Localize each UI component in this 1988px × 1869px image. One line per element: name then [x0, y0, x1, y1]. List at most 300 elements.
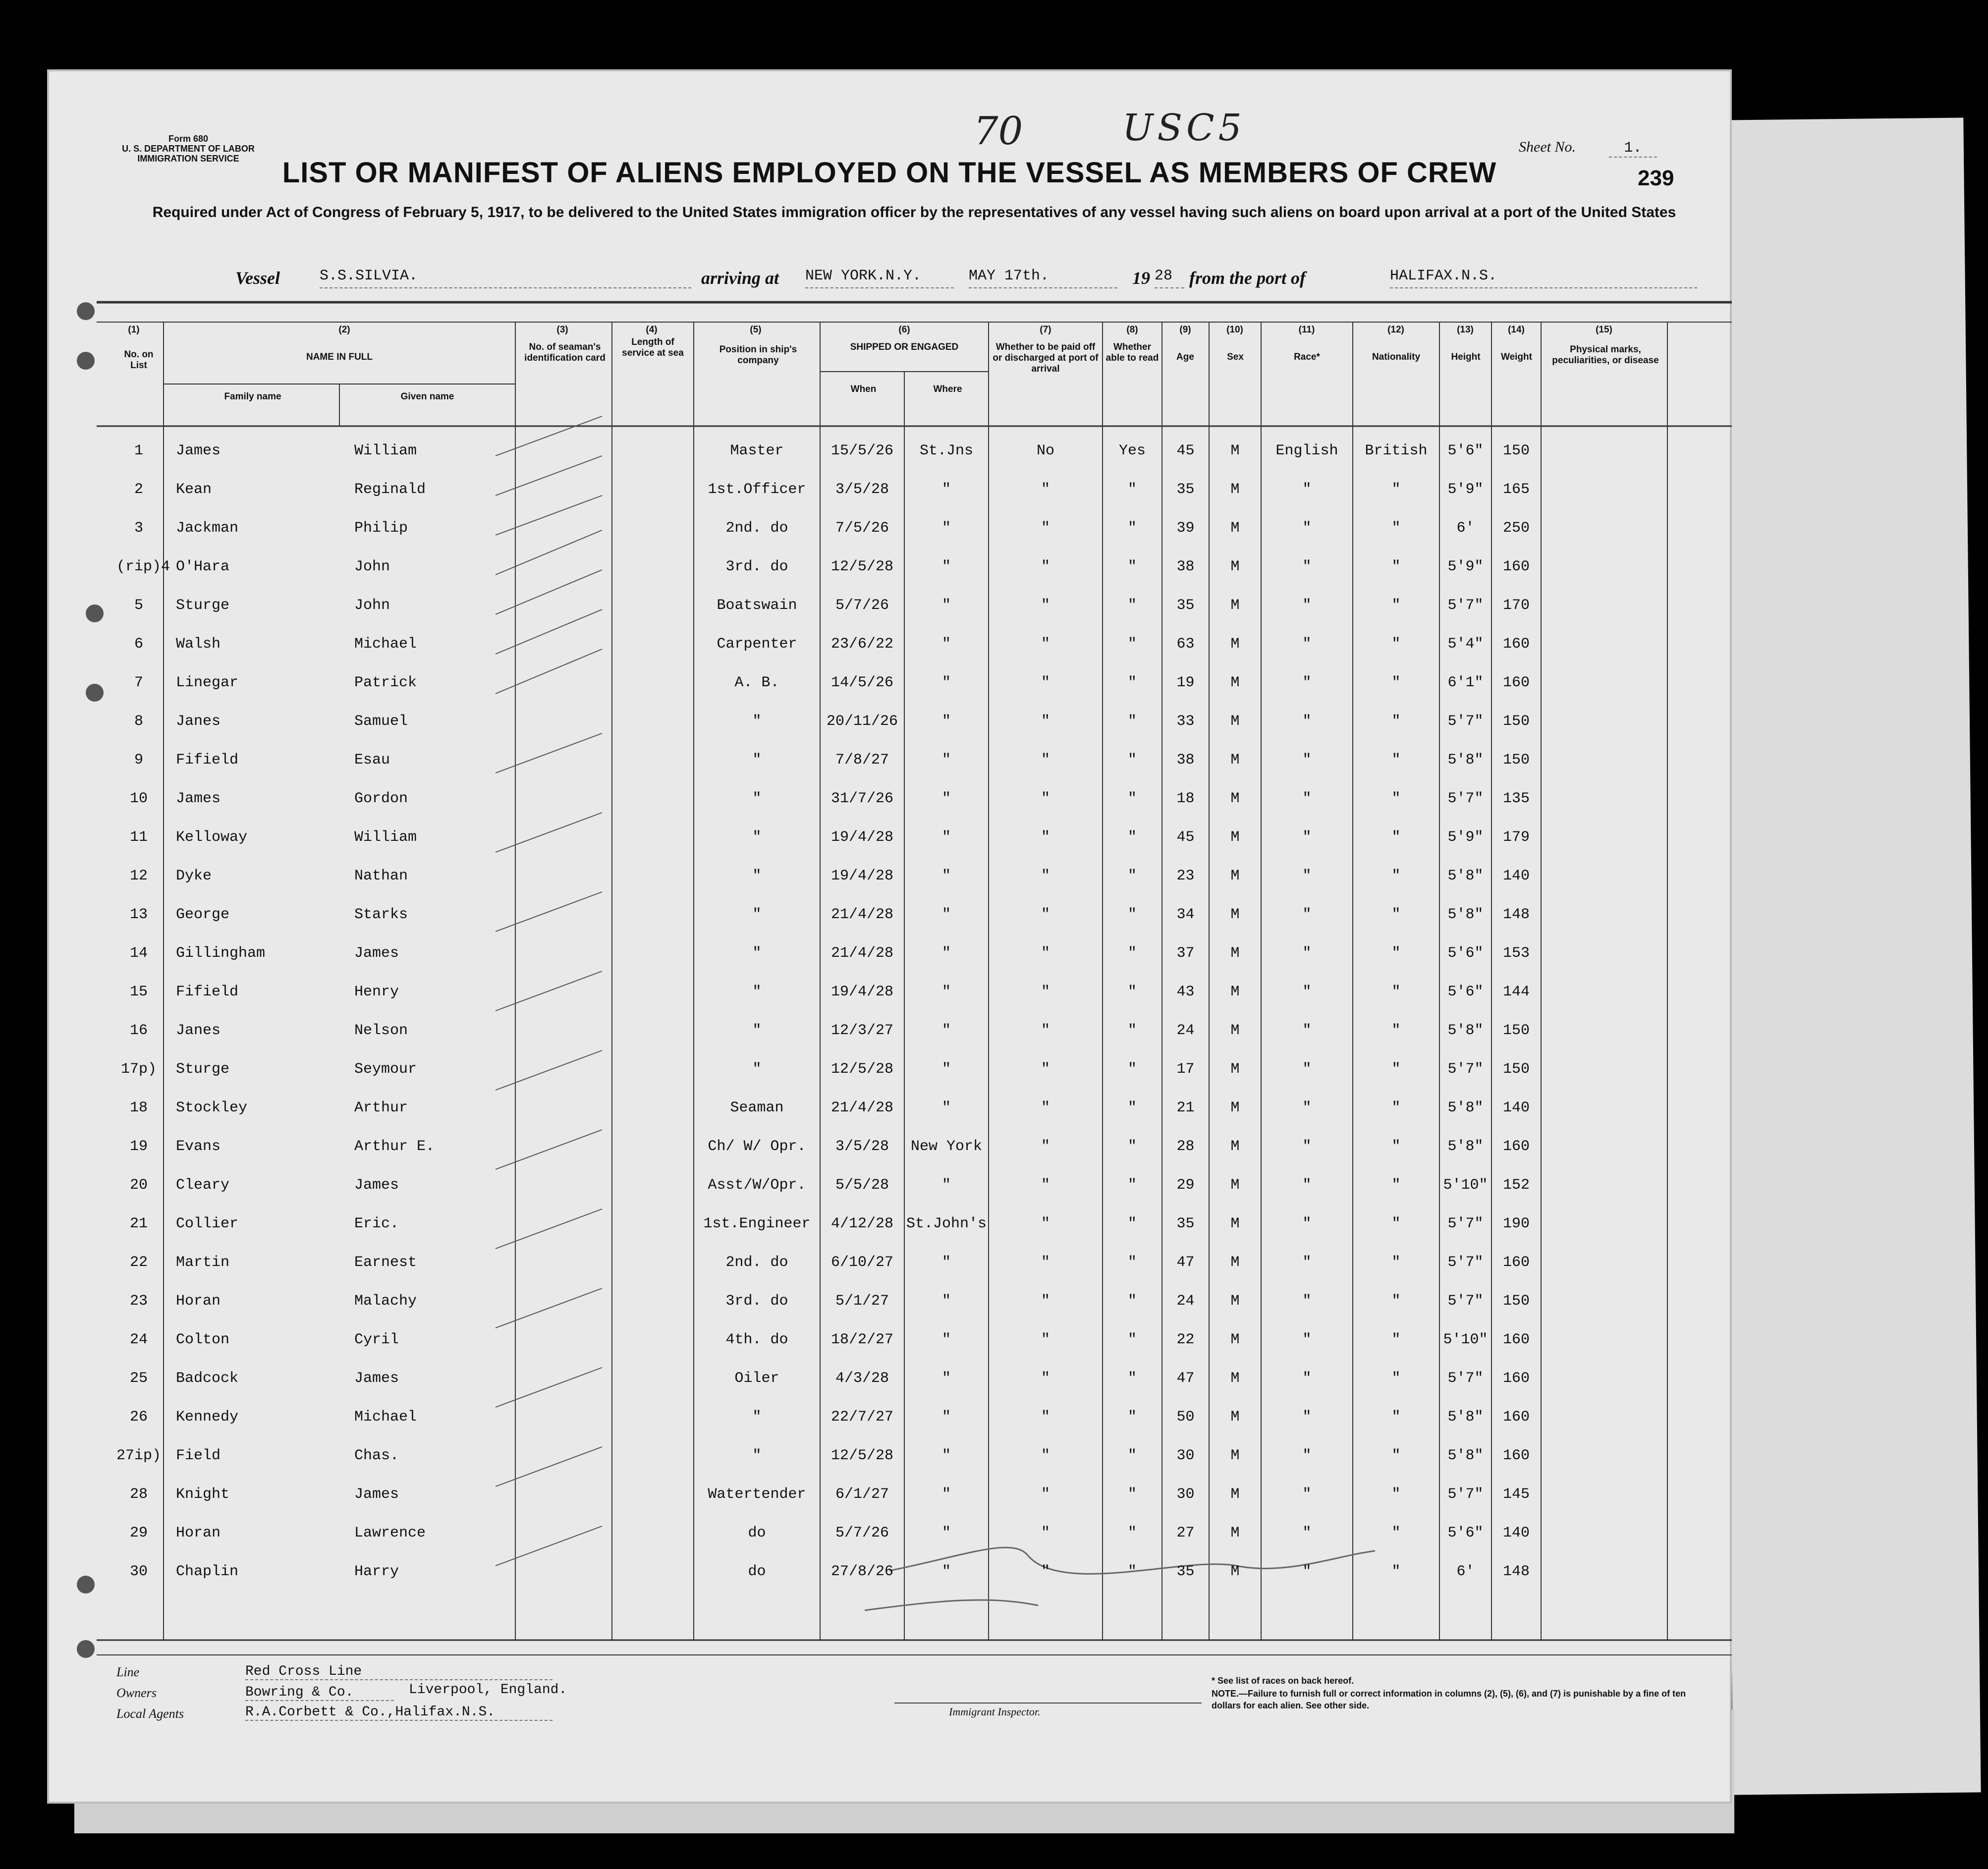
cell-paid-off: ": [1041, 984, 1050, 1000]
cell-weight: 148: [1502, 1563, 1530, 1580]
cell-height: 5'7": [1447, 1370, 1484, 1387]
cell-sex: M: [1230, 1563, 1240, 1580]
cell-when: 20/11/26: [826, 713, 898, 730]
form-service: IMMIGRATION SERVICE: [137, 154, 239, 164]
cell-age: 47: [1176, 1254, 1195, 1271]
cell-height: 5'6": [1447, 442, 1484, 459]
cell-position: Boatswain: [717, 597, 797, 614]
cell-no: 28: [129, 1486, 148, 1503]
cell-height: 6': [1456, 520, 1475, 537]
cell-height: 5'8": [1447, 1409, 1484, 1426]
cell-no: 24: [129, 1331, 148, 1348]
footer-owners-label: Owners: [116, 1686, 157, 1700]
cell-when: 19/4/28: [830, 868, 894, 884]
cell-age: 45: [1176, 442, 1195, 459]
cell-weight: 160: [1502, 1331, 1530, 1348]
cell-able-read: ": [1127, 1331, 1137, 1348]
cell-sex: M: [1230, 790, 1240, 807]
cell-no: 30: [129, 1563, 148, 1580]
table-row: [47, 1438, 1732, 1477]
cell-family-name: Field: [176, 1447, 221, 1464]
cell-nationality: ": [1391, 674, 1401, 691]
cell-where: ": [941, 1486, 951, 1503]
cell-height: 5'6": [1447, 984, 1484, 1000]
cell-family-name: Kelloway: [176, 829, 248, 846]
cell-when: 21/4/28: [830, 1099, 894, 1116]
cell-age: 35: [1176, 1563, 1195, 1580]
cell-race: ": [1302, 1061, 1312, 1078]
cell-height: 5'8": [1447, 868, 1484, 884]
cell-no: 7: [134, 674, 143, 691]
cell-height: 5'6": [1447, 1525, 1484, 1541]
cell-weight: 160: [1502, 1447, 1530, 1464]
cell-position: Master: [730, 442, 784, 459]
cell-sex: M: [1230, 597, 1240, 614]
table-row: [47, 897, 1732, 935]
cell-family-name: Walsh: [176, 636, 221, 653]
cell-nationality: ": [1391, 984, 1401, 1000]
cell-family-name: Chaplin: [176, 1563, 239, 1580]
cell-when: 15/5/26: [830, 442, 894, 459]
cell-position: ": [752, 906, 762, 923]
cell-position: Ch/ W/ Opr.: [708, 1138, 806, 1155]
cell-race: ": [1302, 558, 1312, 575]
cell-given-name: William: [354, 829, 417, 846]
cell-position: ": [752, 945, 762, 962]
cell-given-name: Harry: [354, 1563, 399, 1580]
cell-when: 12/5/28: [830, 1061, 894, 1078]
cell-paid-off: ": [1041, 1370, 1050, 1387]
table-row: [47, 665, 1732, 704]
cell-given-name: James: [354, 1370, 399, 1387]
cell-height: 5'7": [1447, 790, 1484, 807]
cell-race: ": [1302, 1486, 1312, 1503]
handwritten-note-70: 70: [974, 109, 1023, 154]
cell-nationality: ": [1391, 1409, 1401, 1426]
table-row: [47, 975, 1732, 1013]
cell-paid-off: ": [1041, 1099, 1050, 1116]
cell-race: ": [1302, 1563, 1312, 1580]
cell-where: ": [941, 1293, 951, 1310]
cell-when: 7/8/27: [835, 752, 889, 769]
cell-nationality: ": [1391, 1370, 1401, 1387]
cell-nationality: ": [1391, 1447, 1401, 1464]
cell-nationality: ": [1391, 520, 1401, 537]
cell-nationality: ": [1391, 713, 1401, 730]
cell-no: 26: [129, 1409, 148, 1426]
cell-race: ": [1302, 945, 1312, 962]
cell-family-name: Knight: [176, 1486, 230, 1503]
cell-no: 22: [129, 1254, 148, 1271]
table-row: [47, 627, 1732, 665]
cell-no: 14: [129, 945, 148, 962]
cell-age: 38: [1176, 558, 1195, 575]
cell-position: Watertender: [708, 1486, 806, 1503]
table-row: [47, 1322, 1732, 1361]
cell-weight: 150: [1502, 1022, 1530, 1039]
cell-position: Carpenter: [717, 636, 797, 653]
cell-paid-off: ": [1041, 1215, 1050, 1232]
cell-nationality: ": [1391, 1061, 1401, 1078]
cell-height: 5'7": [1447, 1486, 1484, 1503]
cell-age: 24: [1176, 1022, 1195, 1039]
cell-sex: M: [1230, 558, 1240, 575]
cell-height: 5'10": [1443, 1331, 1488, 1348]
cell-race: ": [1302, 1022, 1312, 1039]
cell-able-read: ": [1127, 1061, 1137, 1078]
cell-weight: 145: [1502, 1486, 1530, 1503]
cell-no: 29: [129, 1525, 148, 1541]
col-num-13: (13): [1457, 325, 1474, 335]
cell-sex: M: [1230, 1331, 1240, 1348]
col-num-2: (2): [338, 325, 350, 335]
cell-given-name: Henry: [354, 984, 399, 1000]
cell-position: 2nd. do: [725, 1254, 788, 1271]
cell-weight: 160: [1502, 636, 1530, 653]
cell-paid-off: ": [1041, 1525, 1050, 1541]
cell-position: Oiler: [734, 1370, 779, 1387]
cell-paid-off: ": [1041, 945, 1050, 962]
cell-paid-off: ": [1041, 674, 1050, 691]
cell-age: 34: [1176, 906, 1195, 923]
cell-race: ": [1302, 1409, 1312, 1426]
col-num-10: (10): [1226, 325, 1243, 335]
cell-able-read: ": [1127, 1254, 1137, 1271]
footer-races-note: * See list of races on back hereof.: [1212, 1676, 1354, 1686]
cell-where: ": [941, 636, 951, 653]
cell-when: 19/4/28: [830, 829, 894, 846]
cell-weight: 150: [1502, 442, 1530, 459]
cell-sex: M: [1230, 1177, 1240, 1194]
header-age: Age: [1176, 352, 1194, 362]
cell-weight: 150: [1502, 713, 1530, 730]
cell-given-name: James: [354, 1177, 399, 1194]
table-row: [47, 588, 1732, 626]
cell-weight: 150: [1502, 752, 1530, 769]
cell-paid-off: ": [1041, 1254, 1050, 1271]
cell-sex: M: [1230, 1370, 1240, 1387]
cell-where: ": [941, 713, 951, 730]
cell-paid-off: ": [1041, 1331, 1050, 1348]
cell-height: 5'10": [1443, 1177, 1488, 1194]
cell-able-read: ": [1127, 1525, 1137, 1541]
cell-where: ": [941, 1563, 951, 1580]
cell-given-name: William: [354, 442, 417, 459]
cell-weight: 153: [1502, 945, 1530, 962]
cell-age: 29: [1176, 1177, 1195, 1194]
cell-family-name: Collier: [176, 1215, 239, 1232]
cell-given-name: Nathan: [354, 868, 408, 884]
cell-age: 39: [1176, 520, 1195, 537]
cell-when: 22/7/27: [830, 1409, 894, 1426]
cell-nationality: ": [1391, 597, 1401, 614]
inspector-signature-line: [894, 1703, 1202, 1704]
cell-position: ": [752, 713, 762, 730]
header-length-service: Length of service at sea: [622, 337, 684, 358]
document-subtitle: Required under Act of Congress of February 5, 1917, to be delivered to the United States immigration officer by the representatives of any vessel having such aliens on board upon arrival at a port of the United States: [152, 204, 1676, 220]
cell-height: 5'7": [1447, 1293, 1484, 1310]
cell-family-name: Jackman: [176, 520, 239, 537]
header-race: Race*: [1294, 352, 1320, 362]
cell-given-name: Patrick: [354, 674, 417, 691]
cell-paid-off: ": [1041, 713, 1050, 730]
cell-weight: 160: [1502, 1409, 1530, 1426]
cell-when: 5/1/27: [835, 1293, 889, 1310]
footer-line-value: Red Cross Line: [245, 1664, 552, 1680]
cell-family-name: Martin: [176, 1254, 230, 1271]
cell-able-read: ": [1127, 752, 1137, 769]
cell-when: 21/4/28: [830, 906, 894, 923]
cell-no: 2: [134, 481, 143, 498]
cell-weight: 160: [1502, 1138, 1530, 1155]
cell-given-name: Michael: [354, 636, 417, 653]
cell-nationality: ": [1391, 1331, 1401, 1348]
cell-no: 1: [134, 442, 143, 459]
cell-family-name: Stockley: [176, 1099, 248, 1116]
cell-sex: M: [1230, 1447, 1240, 1464]
cell-position: ": [752, 752, 762, 769]
col-num-9: (9): [1179, 325, 1191, 335]
cell-race: ": [1302, 1370, 1312, 1387]
col-num-7: (7): [1040, 325, 1051, 335]
cell-position: do: [748, 1525, 766, 1541]
cell-sex: M: [1230, 442, 1240, 459]
cell-position: 2nd. do: [725, 520, 788, 537]
cell-family-name: George: [176, 906, 230, 923]
cell-when: 4/3/28: [835, 1370, 889, 1387]
cell-able-read: ": [1127, 558, 1137, 575]
cell-able-read: ": [1127, 1409, 1137, 1426]
cell-race: ": [1302, 1099, 1312, 1116]
cell-race: ": [1302, 1447, 1312, 1464]
cell-where: ": [941, 1370, 951, 1387]
cell-position: ": [752, 1022, 762, 1039]
cell-able-read: ": [1127, 829, 1137, 846]
cell-family-name: Dyke: [176, 868, 212, 884]
cell-age: 21: [1176, 1099, 1195, 1116]
cell-paid-off: ": [1041, 1138, 1050, 1155]
cell-family-name: Janes: [176, 713, 221, 730]
cell-when: 12/5/28: [830, 558, 894, 575]
cell-height: 5'8": [1447, 1022, 1484, 1039]
cell-weight: 144: [1502, 984, 1530, 1000]
table-row: [47, 781, 1732, 820]
cell-no: 9: [134, 752, 143, 769]
year-suffix: 28: [1155, 268, 1184, 288]
cell-able-read: ": [1127, 1293, 1137, 1310]
cell-sex: M: [1230, 1138, 1240, 1155]
cell-age: 47: [1176, 1370, 1195, 1387]
cell-able-read: ": [1127, 674, 1137, 691]
cell-sex: M: [1230, 752, 1240, 769]
cell-able-read: ": [1127, 1177, 1137, 1194]
cell-given-name: John: [354, 597, 390, 614]
cell-sex: M: [1230, 1215, 1240, 1232]
cell-height: 5'9": [1447, 558, 1484, 575]
cell-age: 24: [1176, 1293, 1195, 1310]
cell-weight: 160: [1502, 674, 1530, 691]
cell-no: 20: [129, 1177, 148, 1194]
cell-where: ": [941, 984, 951, 1000]
arriving-label: arriving at: [701, 268, 779, 288]
cell-race: ": [1302, 1293, 1312, 1310]
cell-nationality: ": [1391, 1022, 1401, 1039]
table-row: [47, 1245, 1732, 1283]
cell-no: 5: [134, 597, 143, 614]
cell-race: ": [1302, 790, 1312, 807]
cell-nationality: ": [1391, 829, 1401, 846]
table-row: [47, 859, 1732, 897]
cell-race: ": [1302, 1138, 1312, 1155]
cell-height: 5'7": [1447, 1254, 1484, 1271]
cell-where: St.John's: [906, 1215, 987, 1232]
cell-age: 17: [1176, 1061, 1195, 1078]
cell-weight: 150: [1502, 1061, 1530, 1078]
cell-able-read: ": [1127, 1563, 1137, 1580]
header-physical-marks: Physical marks, peculiarities, or disease: [1552, 344, 1659, 366]
col-num-6: (6): [898, 325, 910, 335]
cell-race: ": [1302, 636, 1312, 653]
cell-when: 27/8/26: [830, 1563, 894, 1580]
cell-given-name: Michael: [354, 1409, 417, 1426]
cell-no: 19: [129, 1138, 148, 1155]
header-position: Position in ship's company: [719, 344, 797, 366]
header-when: When: [850, 384, 877, 394]
cell-able-read: ": [1127, 520, 1137, 537]
cell-position: ": [752, 1447, 762, 1464]
cell-height: 5'4": [1447, 636, 1484, 653]
form-department: U. S. DEPARTMENT OF LABOR: [122, 144, 255, 154]
cell-position: ": [752, 790, 762, 807]
cell-given-name: Esau: [354, 752, 390, 769]
cell-height: 5'7": [1447, 1215, 1484, 1232]
cell-height: 5'6": [1447, 945, 1484, 962]
cell-sex: M: [1230, 1409, 1240, 1426]
cell-given-name: Lawrence: [354, 1525, 426, 1541]
table-row: [47, 1013, 1732, 1051]
cell-no: 6: [134, 636, 143, 653]
cell-when: 14/5/26: [830, 674, 894, 691]
cell-given-name: Samuel: [354, 713, 408, 730]
cell-family-name: Sturge: [176, 597, 230, 614]
col-num-15: (15): [1596, 325, 1612, 335]
cell-able-read: ": [1127, 1099, 1137, 1116]
cell-paid-off: ": [1041, 868, 1050, 884]
cell-able-read: ": [1127, 1138, 1137, 1155]
col-num-11: (11): [1298, 325, 1315, 335]
footer-owners-value: Bowring & Co.: [245, 1685, 394, 1701]
cell-when: 31/7/26: [830, 790, 894, 807]
cell-no: 25: [129, 1370, 148, 1387]
cell-race: ": [1302, 906, 1312, 923]
cell-height: 5'8": [1447, 752, 1484, 769]
cell-able-read: ": [1127, 481, 1137, 498]
col-num-4: (4): [646, 325, 658, 335]
cell-given-name: James: [354, 1486, 399, 1503]
cell-where: ": [941, 1177, 951, 1194]
cell-given-name: Chas.: [354, 1447, 399, 1464]
vessel-label: Vessel: [235, 268, 280, 288]
cell-where: ": [941, 829, 951, 846]
cell-paid-off: ": [1041, 1293, 1050, 1310]
cell-family-name: Evans: [176, 1138, 221, 1155]
cell-nationality: ": [1391, 1486, 1401, 1503]
table-row: [47, 1554, 1732, 1593]
table-row: [47, 1129, 1732, 1167]
cell-age: 45: [1176, 829, 1195, 846]
form-number: Form 680: [168, 134, 209, 144]
footer-line-label: Line: [116, 1665, 140, 1679]
header-seaman-id: No. of seaman's identification card: [524, 342, 606, 363]
cell-given-name: John: [354, 558, 390, 575]
cell-family-name: Janes: [176, 1022, 221, 1039]
cell-where: ": [941, 1061, 951, 1078]
cell-height: 5'7": [1447, 1061, 1484, 1078]
cell-position: 1st.Officer: [708, 481, 806, 498]
cell-family-name: Kean: [176, 481, 212, 498]
cell-age: 22: [1176, 1331, 1195, 1348]
cell-race: ": [1302, 520, 1312, 537]
cell-sex: M: [1230, 636, 1240, 653]
cell-paid-off: ": [1041, 1409, 1050, 1426]
table-row: [47, 820, 1732, 858]
cell-when: 4/12/28: [830, 1215, 894, 1232]
document-title: LIST OR MANIFEST OF ALIENS EMPLOYED ON THE VESSEL AS MEMBERS OF CREW: [282, 157, 1497, 189]
cell-race: ": [1302, 868, 1312, 884]
table-row: [47, 472, 1732, 510]
cell-age: 30: [1176, 1447, 1195, 1464]
cell-nationality: ": [1391, 790, 1401, 807]
cell-height: 6'1": [1447, 674, 1484, 691]
cell-when: 5/7/26: [835, 1525, 889, 1541]
cell-race: ": [1302, 481, 1312, 498]
sheet-number-label: Sheet No.: [1519, 139, 1576, 155]
table-row: [47, 550, 1732, 588]
cell-given-name: Malachy: [354, 1293, 417, 1310]
cell-age: 50: [1176, 1409, 1195, 1426]
cell-nationality: ": [1391, 1525, 1401, 1541]
cell-paid-off: ": [1041, 1563, 1050, 1580]
cell-nationality: ": [1391, 1563, 1401, 1580]
cell-able-read: ": [1127, 906, 1137, 923]
cell-race: ": [1302, 597, 1312, 614]
col-num-8: (8): [1126, 325, 1138, 335]
cell-where: ": [941, 790, 951, 807]
cell-able-read: ": [1127, 1486, 1137, 1503]
cell-family-name: Sturge: [176, 1061, 230, 1078]
cell-paid-off: ": [1041, 1022, 1050, 1039]
header-family-name: Family name: [224, 391, 281, 402]
cell-when: 12/3/27: [830, 1022, 894, 1039]
cell-weight: 160: [1502, 1254, 1530, 1271]
header-able-read: Whether able to read: [1105, 342, 1159, 363]
cell-where: ": [941, 752, 951, 769]
cell-age: 38: [1176, 752, 1195, 769]
cell-when: 19/4/28: [830, 984, 894, 1000]
cell-family-name: Gillingham: [176, 945, 266, 962]
cell-when: 3/5/28: [835, 1138, 889, 1155]
cell-given-name: Arthur: [354, 1099, 408, 1116]
cell-nationality: ": [1391, 752, 1401, 769]
cell-paid-off: ": [1041, 790, 1050, 807]
cell-family-name: Fifield: [176, 984, 239, 1000]
cell-given-name: Reginald: [354, 481, 426, 498]
cell-sex: M: [1230, 906, 1240, 923]
col-num-12: (12): [1387, 325, 1404, 335]
cell-family-name: Badcock: [176, 1370, 239, 1387]
cell-given-name: Eric.: [354, 1215, 399, 1232]
cell-no: 12: [129, 868, 148, 884]
